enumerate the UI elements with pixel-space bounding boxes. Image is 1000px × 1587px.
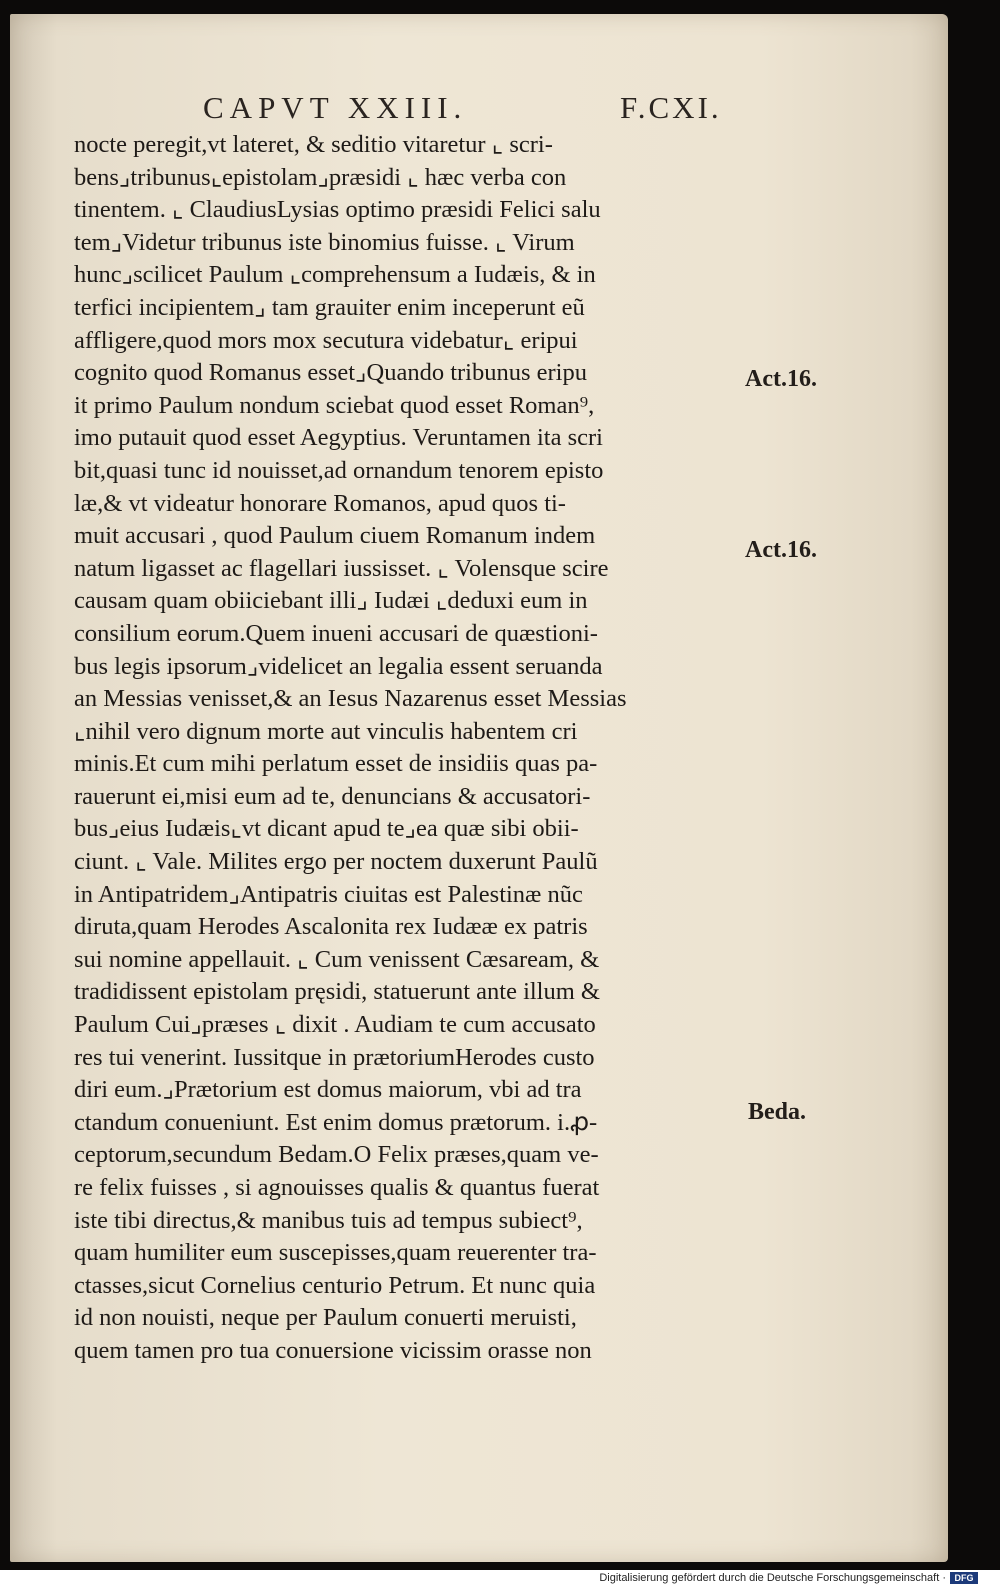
- margin-note-acts-2: Act.16.: [745, 537, 817, 563]
- text-line: diri eum.⌟Prætorium est domus maiorum, vbi ad tra: [74, 1076, 582, 1104]
- text-line: re felix fuisses , si agnouisses qualis & quantus fuerat: [74, 1174, 600, 1201]
- text-line: ctandum conueniunt. Est enim domus prætorum. i.ꝓ-: [74, 1108, 598, 1136]
- text-line: id non nouisti, neque per Paulum conuerti meruisti,: [74, 1304, 577, 1332]
- text-line: consilium eorum.Quem inueni accusari de quæstioni-: [74, 619, 598, 647]
- folio-number: F.CXI.: [620, 90, 722, 125]
- text-line: ctasses,sicut Cornelius centurio Petrum. Et nunc quia: [74, 1271, 596, 1299]
- chapter-heading: CAPVT XXIII.: [203, 90, 468, 125]
- text-line: affligere,quod mors mox secutura videbatur⌞ eripui: [74, 326, 578, 354]
- text-line: tem⌟Videtur tribunus iste binomius fuisse. ⌞ Virum: [74, 228, 575, 256]
- text-line: an Messias venisset,& an Iesus Nazarenus esset Messias: [74, 685, 627, 713]
- text-line: nocte peregit,vt lateret, & seditio vitaretur ⌞ scri-: [74, 131, 553, 158]
- text-line: rauerunt ei,misi eum ad te, denuncians & accusatori-: [74, 782, 591, 810]
- text-line: bus legis ipsorum⌟videlicet an legalia essent seruanda: [74, 652, 603, 680]
- running-header: [10, 90, 948, 130]
- text-line: sui nomine appellauit. ⌞ Cum venissent Cæsaream, &: [74, 945, 600, 973]
- text-line: muit accusari , quod Paulum ciuem Romanum indem: [74, 522, 596, 550]
- text-line: bit,quasi tunc id nouisset,ad ornandum tenorem episto: [74, 456, 604, 484]
- text-line: res tui venerint. Iussitque in prætoriumHerodes custo: [74, 1043, 595, 1071]
- text-line: Paulum Cui⌟præses ⌞ dixit . Audiam te cum accusato: [74, 1011, 596, 1039]
- dfg-logo: DFG: [950, 1572, 978, 1584]
- text-line: hunc⌟scilicet Paulum ⌞comprehensum a Iudæis, & in: [74, 261, 596, 289]
- funding-credit: Digitalisierung gefördert durch die Deutsche Forschungsgemeinschaft ·: [599, 1572, 946, 1584]
- text-line: imo putauit quod esset Aegyptius. Veruntamen ita scri: [74, 424, 603, 452]
- text-line: cognito quod Romanus esset⌟Quando tribunus eripu: [74, 359, 587, 387]
- main-text-block: [74, 129, 774, 1368]
- margin-note-beda: Beda.: [748, 1099, 807, 1125]
- text-line: natum ligasset ac flagellari iussisset. ⌞ Volensque scire: [74, 554, 609, 582]
- text-line: ceptorum,secundum Bedam.O Felix præses,quam ve-: [74, 1141, 599, 1169]
- text-line: terfici incipientem⌟ tam grauiter enim inceperunt eũ: [74, 293, 585, 321]
- text-line: in Antipatridem⌟Antipatris ciuitas est Palestinæ nũc: [74, 880, 583, 908]
- book-page: [10, 14, 948, 1562]
- text-line: quam humiliter eum suscepisses,quam reuerenter tra-: [74, 1239, 597, 1267]
- text-line: læ,& vt videatur honorare Romanos, apud quos ti-: [74, 489, 566, 517]
- text-line: iste tibi directus,& manibus tuis ad tempus subiect⁹,: [74, 1206, 583, 1234]
- margin-note-acts-1: Act.16.: [745, 366, 817, 392]
- text-line: tinentem. ⌞ ClaudiusLysias optimo præsidi Felici salu: [74, 196, 601, 224]
- text-line: bus⌟eius Iudæis⌞vt dicant apud te⌟ea quæ sibi obii-: [74, 815, 579, 843]
- text-line: tradidissent epistolam pręsidi, statuerunt ante illum &: [74, 978, 600, 1006]
- text-line: minis.Et cum mihi perlatum esset de insidiis quas pa-: [74, 750, 598, 778]
- text-line: causam quam obiiciebant illi⌟ Iudæi ⌞deduxi eum in: [74, 587, 588, 615]
- text-line: bens⌟tribunus⌞epistolam⌟præsidi ⌞ hæc verba con: [74, 163, 567, 191]
- text-line: diruta,quam Herodes Ascalonita rex Iudææ ex patris: [74, 913, 588, 941]
- text-line: it primo Paulum nondum sciebat quod esset Roman⁹,: [74, 391, 595, 419]
- text-line: quem tamen pro tua conuersione vicissim orasse non: [74, 1336, 592, 1364]
- text-line: ciunt. ⌞ Vale. Milites ergo per noctem duxerunt Paulũ: [74, 848, 598, 876]
- text-line: ⌞nihil vero dignum morte aut vinculis habentem cri: [74, 717, 578, 745]
